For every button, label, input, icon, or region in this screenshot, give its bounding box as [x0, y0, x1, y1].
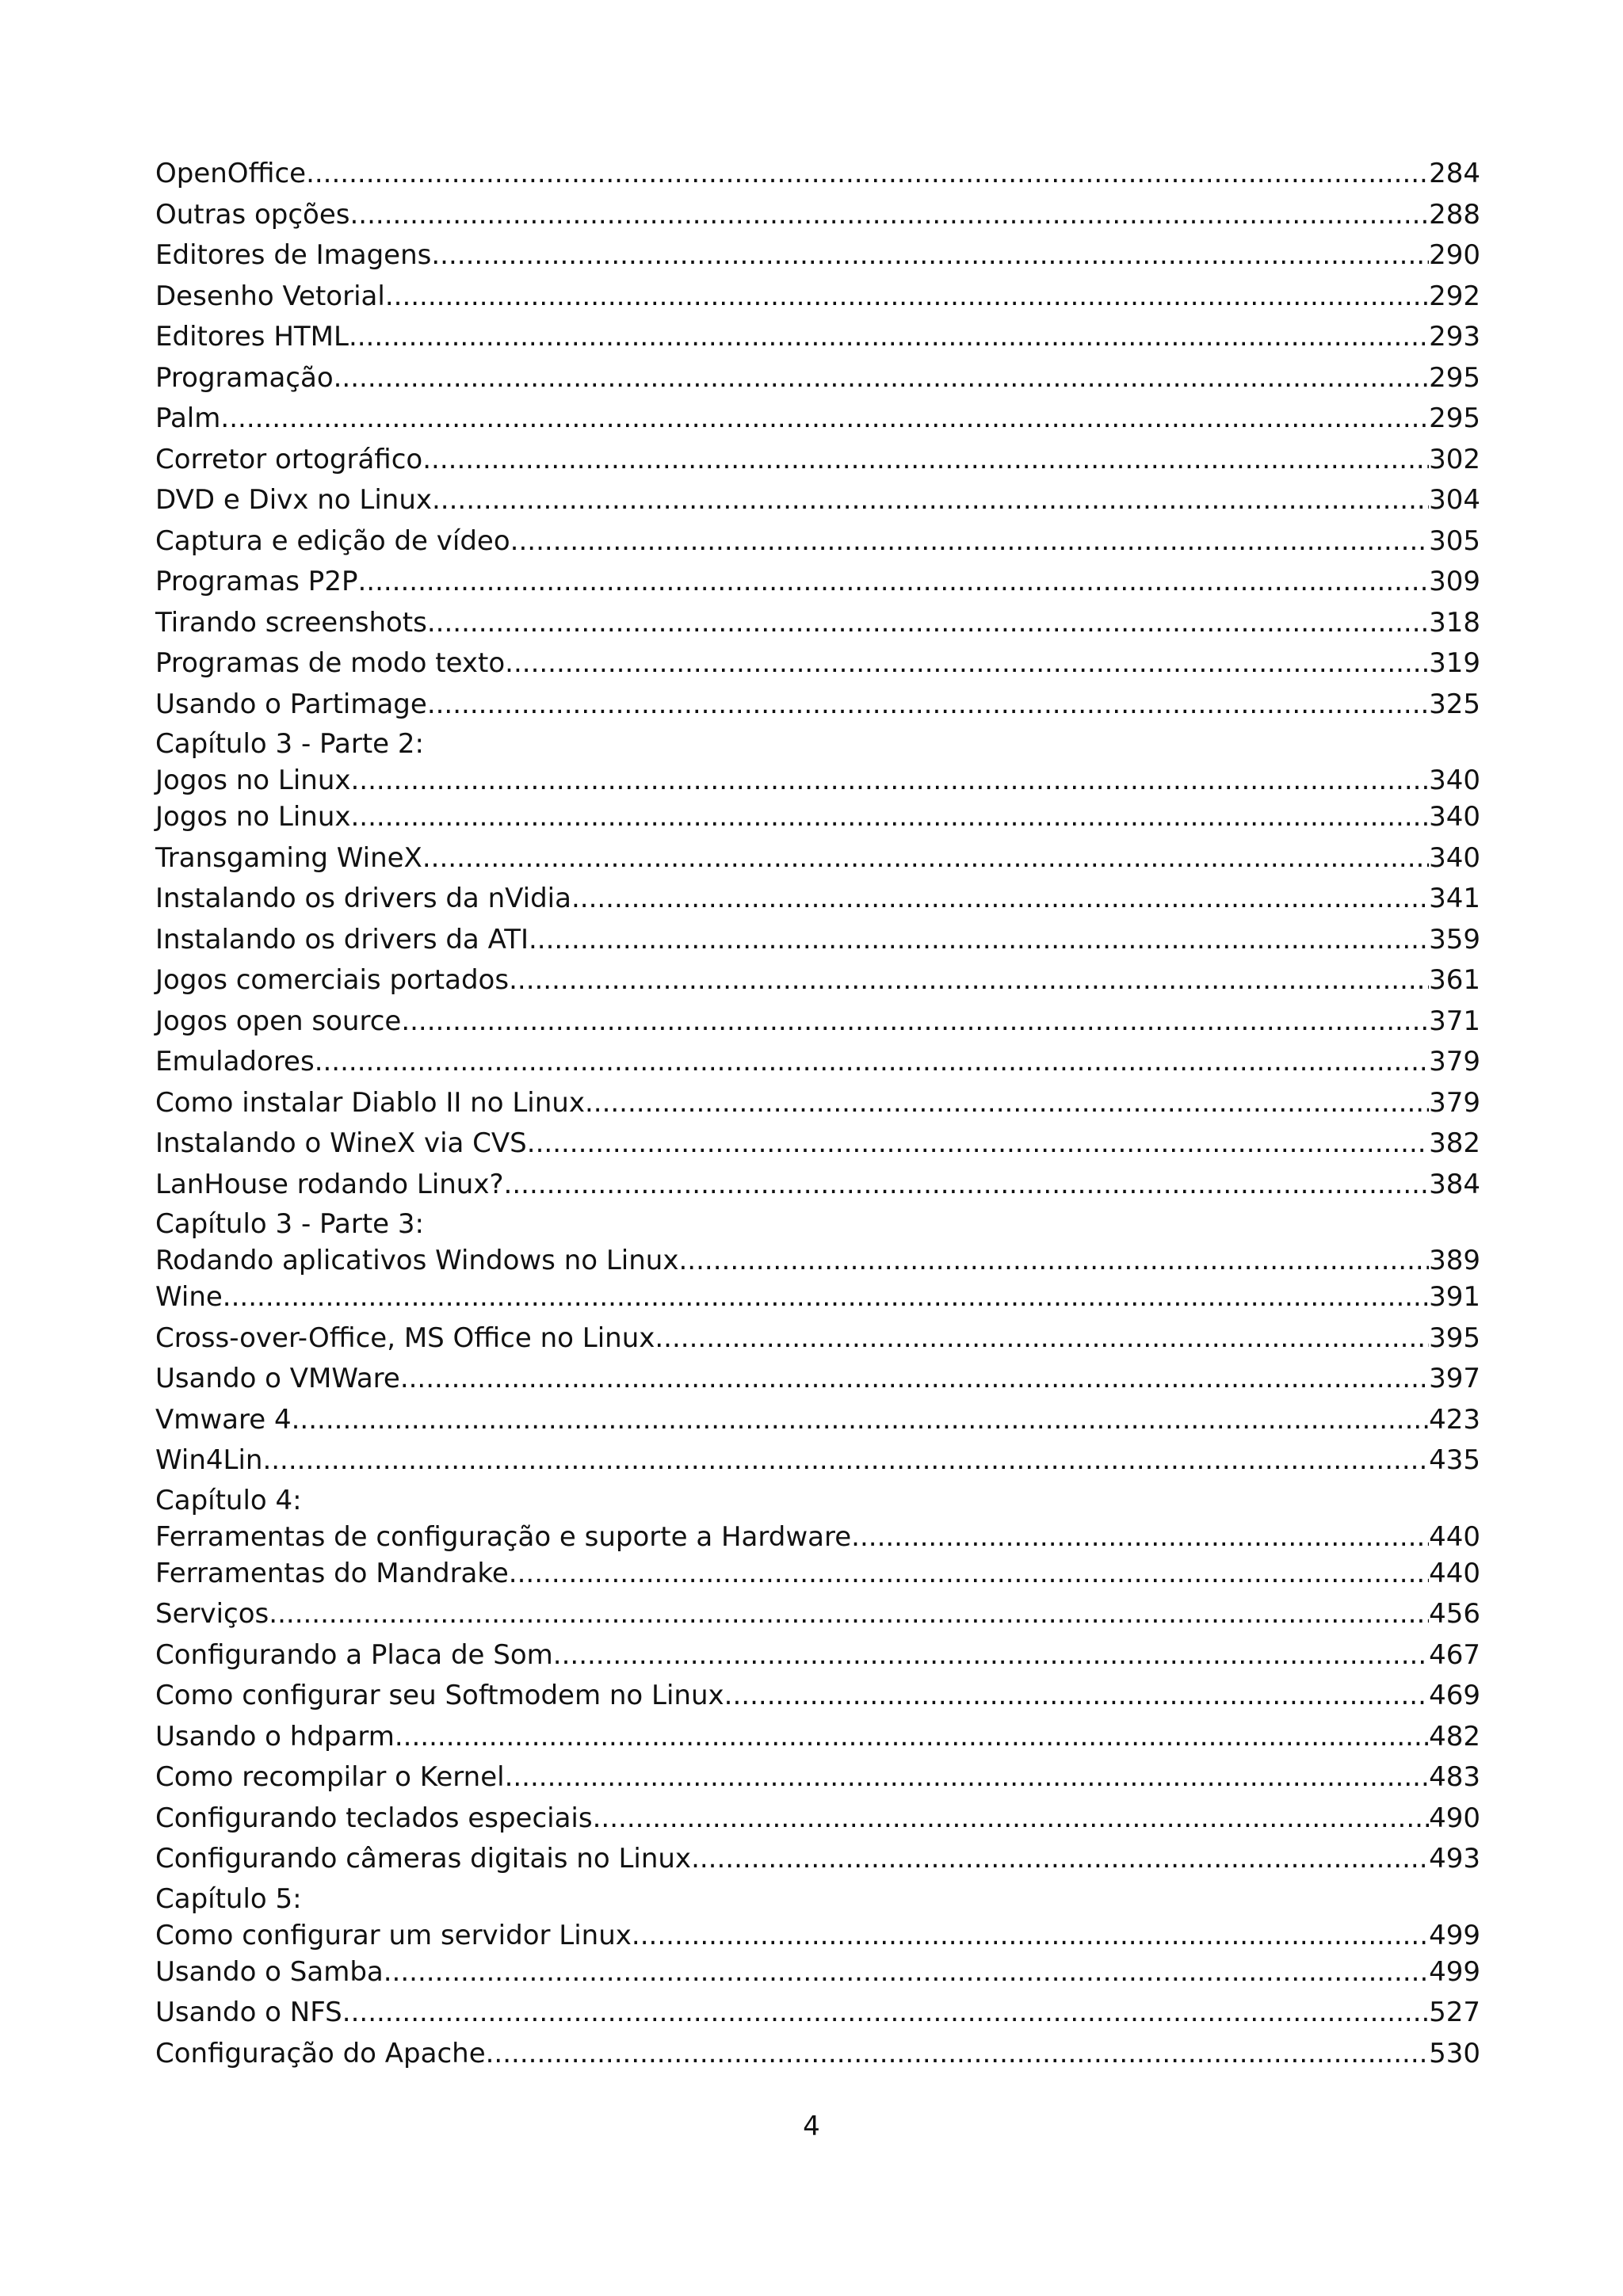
- toc-entry-page: 482: [1429, 1720, 1480, 1753]
- dot-leader: [306, 154, 1429, 195]
- dot-leader: [427, 603, 1429, 644]
- toc-entry[interactable]: [155, 797, 1480, 838]
- toc-entry-page: 493: [1429, 1843, 1480, 1875]
- dot-leader: [527, 1123, 1429, 1165]
- dot-leader: [486, 2034, 1429, 2075]
- toc-entry[interactable]: [155, 277, 1480, 318]
- dot-leader: [509, 1554, 1429, 1595]
- dot-leader: [655, 1318, 1429, 1360]
- toc-entry[interactable]: [155, 1554, 1480, 1595]
- dot-leader: [334, 358, 1429, 399]
- toc-entry-title: Serviços: [155, 1598, 269, 1630]
- toc-entry-title: Jogos open source: [155, 1005, 402, 1037]
- dot-leader: [553, 1635, 1429, 1676]
- toc-entry[interactable]: [155, 1400, 1480, 1441]
- toc-entry[interactable]: [155, 1123, 1480, 1165]
- toc-entry[interactable]: [155, 1521, 1480, 1554]
- toc-entry[interactable]: [155, 195, 1480, 236]
- toc-entry-page: 340: [1429, 801, 1480, 833]
- dot-leader: [422, 440, 1429, 481]
- dot-leader: [351, 797, 1430, 838]
- toc-entry[interactable]: [155, 960, 1480, 1001]
- toc-entry[interactable]: [155, 1757, 1480, 1798]
- toc-entry-title: Corretor ortográfico: [155, 443, 423, 475]
- toc-entry-page: 382: [1429, 1127, 1480, 1159]
- toc-entry-page: 340: [1429, 765, 1480, 796]
- toc-entry-title: Configurando teclados especiais: [155, 1802, 593, 1834]
- toc-entry-title: Usando o hdparm: [155, 1720, 395, 1753]
- toc-entry-title: Usando o Samba: [155, 1955, 384, 1988]
- toc-entry-title: Instalando o WineX via CVS: [155, 1127, 527, 1159]
- toc-entry-title: Jogos comerciais portados: [155, 964, 510, 996]
- dot-leader: [504, 1165, 1430, 1206]
- toc-entry[interactable]: [155, 1359, 1480, 1400]
- toc-entry-page: 440: [1429, 1557, 1480, 1589]
- dot-leader: [269, 1594, 1429, 1635]
- toc-entry[interactable]: [155, 1165, 1480, 1206]
- dot-leader: [262, 1440, 1429, 1482]
- dot-leader: [357, 562, 1429, 603]
- dot-leader: [431, 235, 1429, 277]
- dot-leader: [427, 685, 1429, 726]
- toc-entry[interactable]: [155, 1277, 1480, 1318]
- table-of-contents: [155, 154, 1480, 2074]
- dot-leader: [678, 1245, 1429, 1277]
- dot-leader: [220, 399, 1429, 440]
- toc-entry[interactable]: [155, 765, 1480, 797]
- toc-entry[interactable]: [155, 879, 1480, 920]
- dot-leader: [342, 1993, 1429, 2034]
- dot-leader: [593, 1798, 1430, 1840]
- toc-entry-page: 467: [1429, 1638, 1480, 1671]
- chapter-heading: Capítulo 3 - Parte 3:: [155, 1208, 424, 1240]
- toc-entry-title: Programas de modo texto: [155, 647, 506, 679]
- toc-entry-page: 295: [1429, 361, 1480, 394]
- toc-entry-page: 359: [1429, 923, 1480, 955]
- toc-entry-title: Transgaming WineX: [155, 841, 422, 874]
- toc-entry-page: 456: [1429, 1598, 1480, 1630]
- dot-leader: [724, 1676, 1429, 1717]
- toc-entry[interactable]: [155, 1042, 1480, 1083]
- toc-entry-title: Ferramentas de configuração e suporte a Hardware: [155, 1520, 852, 1553]
- toc-entry-title: Usando o NFS: [155, 1997, 342, 2028]
- toc-entry[interactable]: [155, 358, 1480, 399]
- toc-entry-title: Editores de Imagens: [155, 239, 432, 271]
- toc-entry-page: 371: [1429, 1005, 1480, 1037]
- toc-entry-page: 340: [1429, 841, 1480, 874]
- dot-leader: [400, 1359, 1429, 1400]
- toc-entry-title: Outras opções: [155, 198, 350, 231]
- toc-entry-page: 499: [1429, 1919, 1480, 1951]
- toc-entry-page: 423: [1429, 1403, 1480, 1436]
- toc-entry-title: Desenho Vetorial: [155, 280, 385, 312]
- toc-entry-title: Vmware 4: [155, 1403, 292, 1436]
- toc-entry-page: 435: [1429, 1444, 1480, 1476]
- toc-entry-title: Como instalar Diablo II no Linux: [155, 1086, 585, 1119]
- toc-entry-title: Jogos no Linux: [155, 765, 351, 796]
- toc-entry-page: 499: [1429, 1955, 1480, 1988]
- dot-leader: [851, 1521, 1429, 1554]
- toc-entry-title: Ferramentas do Mandrake: [155, 1557, 509, 1589]
- toc-entry-page: 483: [1429, 1761, 1480, 1793]
- toc-entry[interactable]: [155, 154, 1480, 195]
- toc-entry[interactable]: [155, 1798, 1480, 1840]
- toc-entry-page: 397: [1429, 1363, 1480, 1394]
- toc-entry-title: Instalando os drivers da nVidia: [155, 883, 571, 914]
- dot-leader: [384, 1952, 1429, 1993]
- toc-entry-title: Configurando a Placa de Som: [155, 1638, 553, 1671]
- toc-entry-title: DVD e Divx no Linux: [155, 484, 432, 516]
- dot-leader: [350, 195, 1430, 236]
- toc-entry-page: 288: [1429, 198, 1480, 231]
- page-number: 4: [803, 2111, 820, 2142]
- toc-entry[interactable]: [155, 1245, 1480, 1277]
- toc-entry[interactable]: [155, 1717, 1480, 1758]
- toc-entry[interactable]: [155, 1635, 1480, 1676]
- toc-entry[interactable]: [155, 1318, 1480, 1360]
- dot-leader: [585, 1083, 1429, 1124]
- dot-leader: [529, 920, 1429, 961]
- toc-entry-page: 319: [1429, 647, 1480, 679]
- toc-entry-title: Programação: [155, 361, 334, 394]
- toc-entry[interactable]: [155, 1594, 1480, 1635]
- toc-entry[interactable]: [155, 1952, 1480, 1993]
- toc-entry-page: 341: [1429, 883, 1480, 914]
- toc-entry-title: Configurando câmeras digitais no Linux: [155, 1843, 692, 1875]
- toc-entry-title: Usando o VMWare: [155, 1363, 400, 1394]
- toc-entry-page: 469: [1429, 1680, 1480, 1711]
- toc-entry-page: 302: [1429, 443, 1480, 475]
- toc-entry-title: Como configurar um servidor Linux: [155, 1919, 632, 1951]
- toc-entry[interactable]: [155, 2034, 1480, 2075]
- toc-entry-title: Jogos no Linux: [155, 801, 351, 833]
- toc-entry-page: 304: [1429, 484, 1480, 516]
- toc-entry[interactable]: [155, 1839, 1480, 1880]
- toc-entry-title: Win4Lin: [155, 1444, 263, 1476]
- toc-entry[interactable]: [155, 685, 1480, 726]
- chapter-heading: Capítulo 5:: [155, 1882, 302, 1915]
- toc-entry-page: 292: [1429, 280, 1480, 312]
- toc-entry-title: LanHouse rodando Linux?: [155, 1168, 504, 1200]
- toc-entry-page: 440: [1429, 1520, 1480, 1553]
- toc-entry-page: 391: [1429, 1281, 1480, 1313]
- toc-entry[interactable]: [155, 1083, 1480, 1124]
- chapter-heading: Capítulo 4:: [155, 1484, 302, 1516]
- toc-entry-title: Instalando os drivers da ATI: [155, 923, 529, 955]
- toc-entry-page: 384: [1429, 1168, 1480, 1200]
- toc-entry[interactable]: [155, 399, 1480, 440]
- toc-entry-page: 325: [1429, 688, 1480, 720]
- toc-entry-title: Emuladores: [155, 1046, 315, 1077]
- toc-entry[interactable]: [155, 1001, 1480, 1043]
- toc-entry-page: 395: [1429, 1322, 1480, 1354]
- toc-entry-page: 527: [1429, 1997, 1480, 2028]
- dot-leader: [632, 1920, 1429, 1952]
- dot-leader: [422, 838, 1429, 879]
- dot-leader: [223, 1277, 1429, 1318]
- toc-entry[interactable]: [155, 643, 1480, 685]
- toc-entry-title: OpenOffice: [155, 158, 307, 189]
- toc-entry[interactable]: [155, 235, 1480, 277]
- dot-leader: [509, 960, 1429, 1001]
- toc-entry-title: Configuração do Apache: [155, 2037, 486, 2069]
- toc-entry-page: 295: [1429, 402, 1480, 434]
- toc-entry-title: Captura e edição de vídeo: [155, 524, 510, 557]
- toc-entry[interactable]: [155, 838, 1480, 879]
- toc-entry[interactable]: [155, 603, 1480, 644]
- toc-entry[interactable]: [155, 521, 1480, 563]
- dot-leader: [385, 277, 1429, 318]
- dot-leader: [571, 879, 1429, 920]
- toc-entry-page: 318: [1429, 606, 1480, 639]
- toc-entry-title: Wine: [155, 1281, 223, 1313]
- toc-entry-title: Usando o Partimage: [155, 688, 427, 720]
- toc-entry-page: 389: [1429, 1245, 1480, 1276]
- dot-leader: [505, 643, 1429, 685]
- dot-leader: [432, 480, 1429, 521]
- toc-entry-page: 290: [1429, 239, 1480, 271]
- toc-entry-title: Editores HTML: [155, 321, 349, 353]
- toc-entry-title: Como recompilar o Kernel: [155, 1761, 505, 1793]
- toc-entry-title: Palm: [155, 402, 221, 434]
- chapter-heading: Capítulo 3 - Parte 2:: [155, 728, 424, 760]
- toc-entry-title: Programas P2P: [155, 566, 358, 597]
- toc-entry[interactable]: [155, 1676, 1480, 1717]
- toc-entry[interactable]: [155, 1920, 1480, 1952]
- toc-entry-page: 490: [1429, 1802, 1480, 1834]
- toc-entry[interactable]: [155, 480, 1480, 521]
- dot-leader: [292, 1400, 1429, 1441]
- toc-entry-page: 293: [1429, 321, 1480, 353]
- toc-entry[interactable]: [155, 920, 1480, 961]
- toc-entry-title: Tirando screenshots: [155, 606, 427, 639]
- dot-leader: [349, 317, 1429, 358]
- dot-leader: [395, 1717, 1429, 1758]
- toc-entry[interactable]: [155, 1440, 1480, 1482]
- toc-entry[interactable]: [155, 440, 1480, 481]
- toc-entry[interactable]: [155, 317, 1480, 358]
- dot-leader: [691, 1839, 1429, 1880]
- dot-leader: [510, 521, 1429, 563]
- toc-entry-page: 361: [1429, 964, 1480, 996]
- dot-leader: [351, 765, 1430, 797]
- toc-entry-page: 305: [1429, 524, 1480, 557]
- toc-entry-title: Cross-over-Office, MS Office no Linux: [155, 1322, 655, 1354]
- toc-entry-title: Como configurar seu Softmodem no Linux: [155, 1680, 724, 1711]
- toc-entry-page: 309: [1429, 566, 1480, 597]
- toc-entry-page: 379: [1429, 1046, 1480, 1077]
- toc-entry-page: 530: [1429, 2037, 1480, 2069]
- toc-entry[interactable]: [155, 1993, 1480, 2034]
- toc-entry-page: 379: [1429, 1086, 1480, 1119]
- dot-leader: [315, 1042, 1429, 1083]
- dot-leader: [505, 1757, 1430, 1798]
- toc-entry-title: Rodando aplicativos Windows no Linux: [155, 1245, 679, 1276]
- toc-entry-page: 284: [1429, 158, 1480, 189]
- toc-entry[interactable]: [155, 562, 1480, 603]
- dot-leader: [401, 1001, 1429, 1043]
